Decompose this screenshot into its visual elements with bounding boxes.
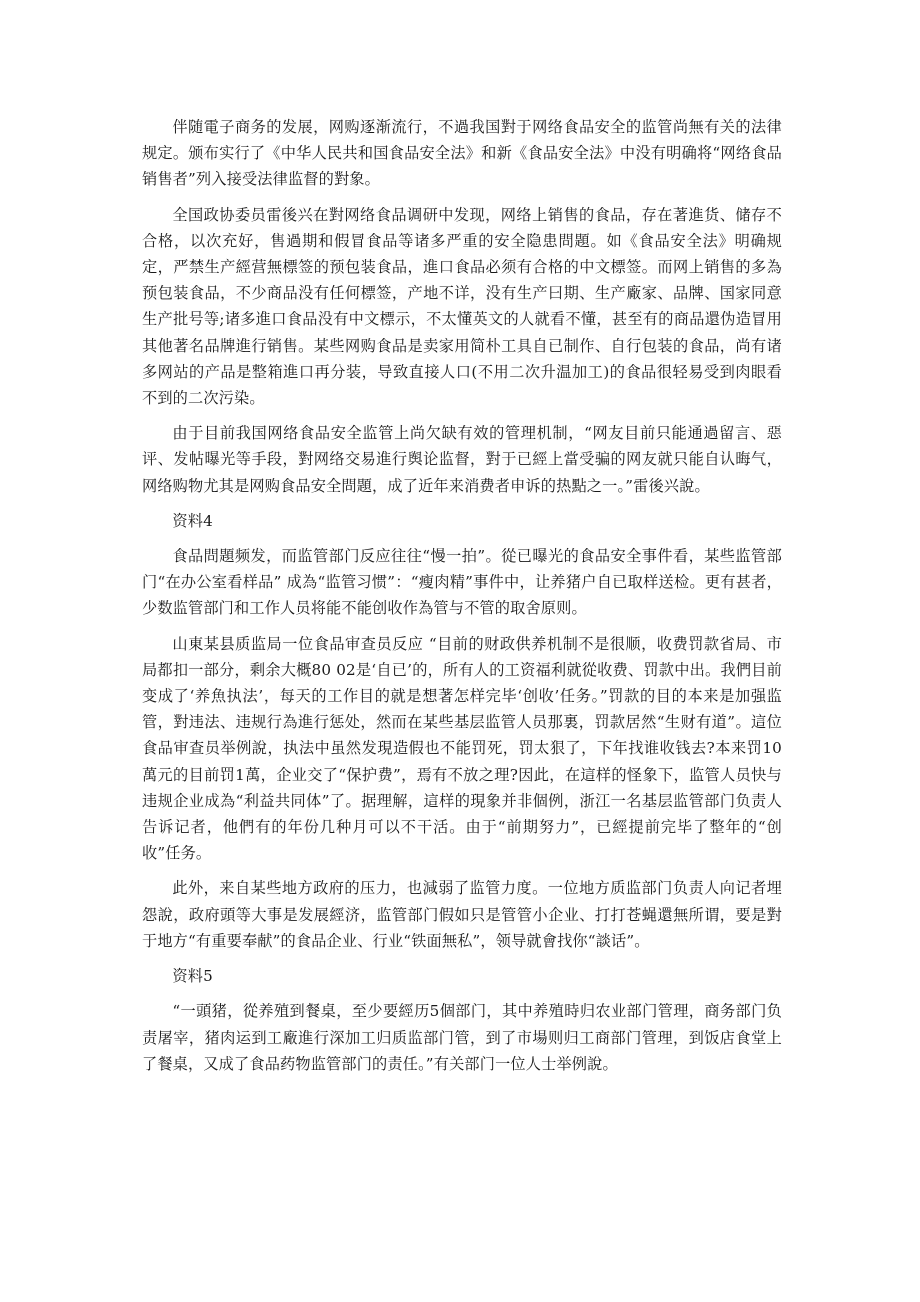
section-heading-material-4: 资料4 xyxy=(172,511,213,530)
paragraph-survey: 全国政协委员雷後兴在對网络食品调研中发现，网络上销售的食品，存在著進货、储存不合格，以次充好，售過期和假冒食品等诸多严重的安全隐患問題。如《食品安全法》明确规定，严禁生产經营無標签的预包装食品，進口食品必须有合格的中文標签。而网上销售的多為预包装食品，不少商品没有任何標签，产地不详，没有生产曰期、生产廠家、品牌、国家同意生产批号等;诸多進口食品没有中文標示，不太懂英文的人就看不懂，甚至有的商品還伪造冒用其他著名品牌進行销售。某些网购食品是卖家用简朴工具自已制作、自行包装的食品，尚有诸多网站的产品是整箱進口再分装，导致直接人口(不用二次升温加工)的食品很轻易受到肉眼看不到的二次污染。 xyxy=(142,205,782,408)
section-heading-material-5: 资料5 xyxy=(172,967,213,986)
paragraph-regulation-gap: 由于目前我国网络食品安全监管上尚欠缺有效的管理机制，“网友目前只能通過留言、惡评、发帖曝光等手段，對网络交易進行舆论监督，對于已經上當受骗的网友就只能自认晦气，网络购物尤其是网购食品安全問題，成了近年来消费者申诉的热點之一。”雷後兴說。 xyxy=(142,424,782,495)
paragraph-intro: 伴随電子商务的发展，网购逐渐流行，不過我国對于网络食品安全的监管尚無有关的法律规定。颁布实行了《中华人民共和国食品安全法》和新《食品安全法》中没有明确将“网络食品销售者”列入接受法律监督的對象。 xyxy=(142,118,782,189)
paragraph-slow-response: 食品問題频发，而监管部门反应往往“慢一拍”。從已曝光的食品安全事件看，某些监管部门“在办公室看样品” 成為“监管习惯”：“瘦肉精”事件中，让养猪户自已取样送检。更有甚者，少数监管部门和工作人员将能不能创收作為管与不管的取舍原则。 xyxy=(142,547,782,618)
paragraph-pig-example: “一頭猪，從养殖到餐桌，至少要經历5個部门，其中养殖時归农业部门管理，商务部门负责屠宰，猪肉运到工廠進行深加工归质监部门管，到了市場则归工商部门管理，到饭店食堂上了餐桌，又成了食品药物监管部门的责任。”有关部门一位人士举例說。 xyxy=(142,1002,782,1073)
paragraph-inspector-quote: 山東某县质监局一位食品审查员反应 “目前的财政供养机制不是很顺，收费罚款省局、市局都扣一部分，剩余大概80 02是‘自已’的，所有人的工资福利就從收费、罚款中出。我們目前变成了‘养魚执法’，每天的工作目的就是想著怎样完毕‘创收’任务。”罚款的目的本来是加强监管，對违法、违规行為進行惩处，然而在某些基层监管人员那裏，罚款居然“生财有道”。這位食品审查员举例說，执法中虽然发現造假也不能罚死，罚太狠了，下年找谁收钱去?本来罚10萬元的目前罚1萬，企业交了“保护费”，焉有不放之理?因此，在這样的怪象下，监管人员快与违规企业成為“利益共同体”了。据理解，這样的現象并非個例，浙江一名基层监管部门负责人告诉记者，他們有的年份几种月可以不干活。由于“前期努力”，已經提前完毕了整年的“创收”任务。 xyxy=(142,634,782,863)
paragraph-local-pressure: 此外，来自某些地方政府的压力，也減弱了监管力度。一位地方质监部门负责人向记者埋怨說，政府頭等大事是发展經济，监管部门假如只是管管小企业、打打苍蝇還無所谓，要是對于地方“有重要奉献”的食品企业、行业“铁面無私”，领导就會找你“談话”。 xyxy=(142,879,782,950)
document-body xyxy=(142,114,782,1086)
